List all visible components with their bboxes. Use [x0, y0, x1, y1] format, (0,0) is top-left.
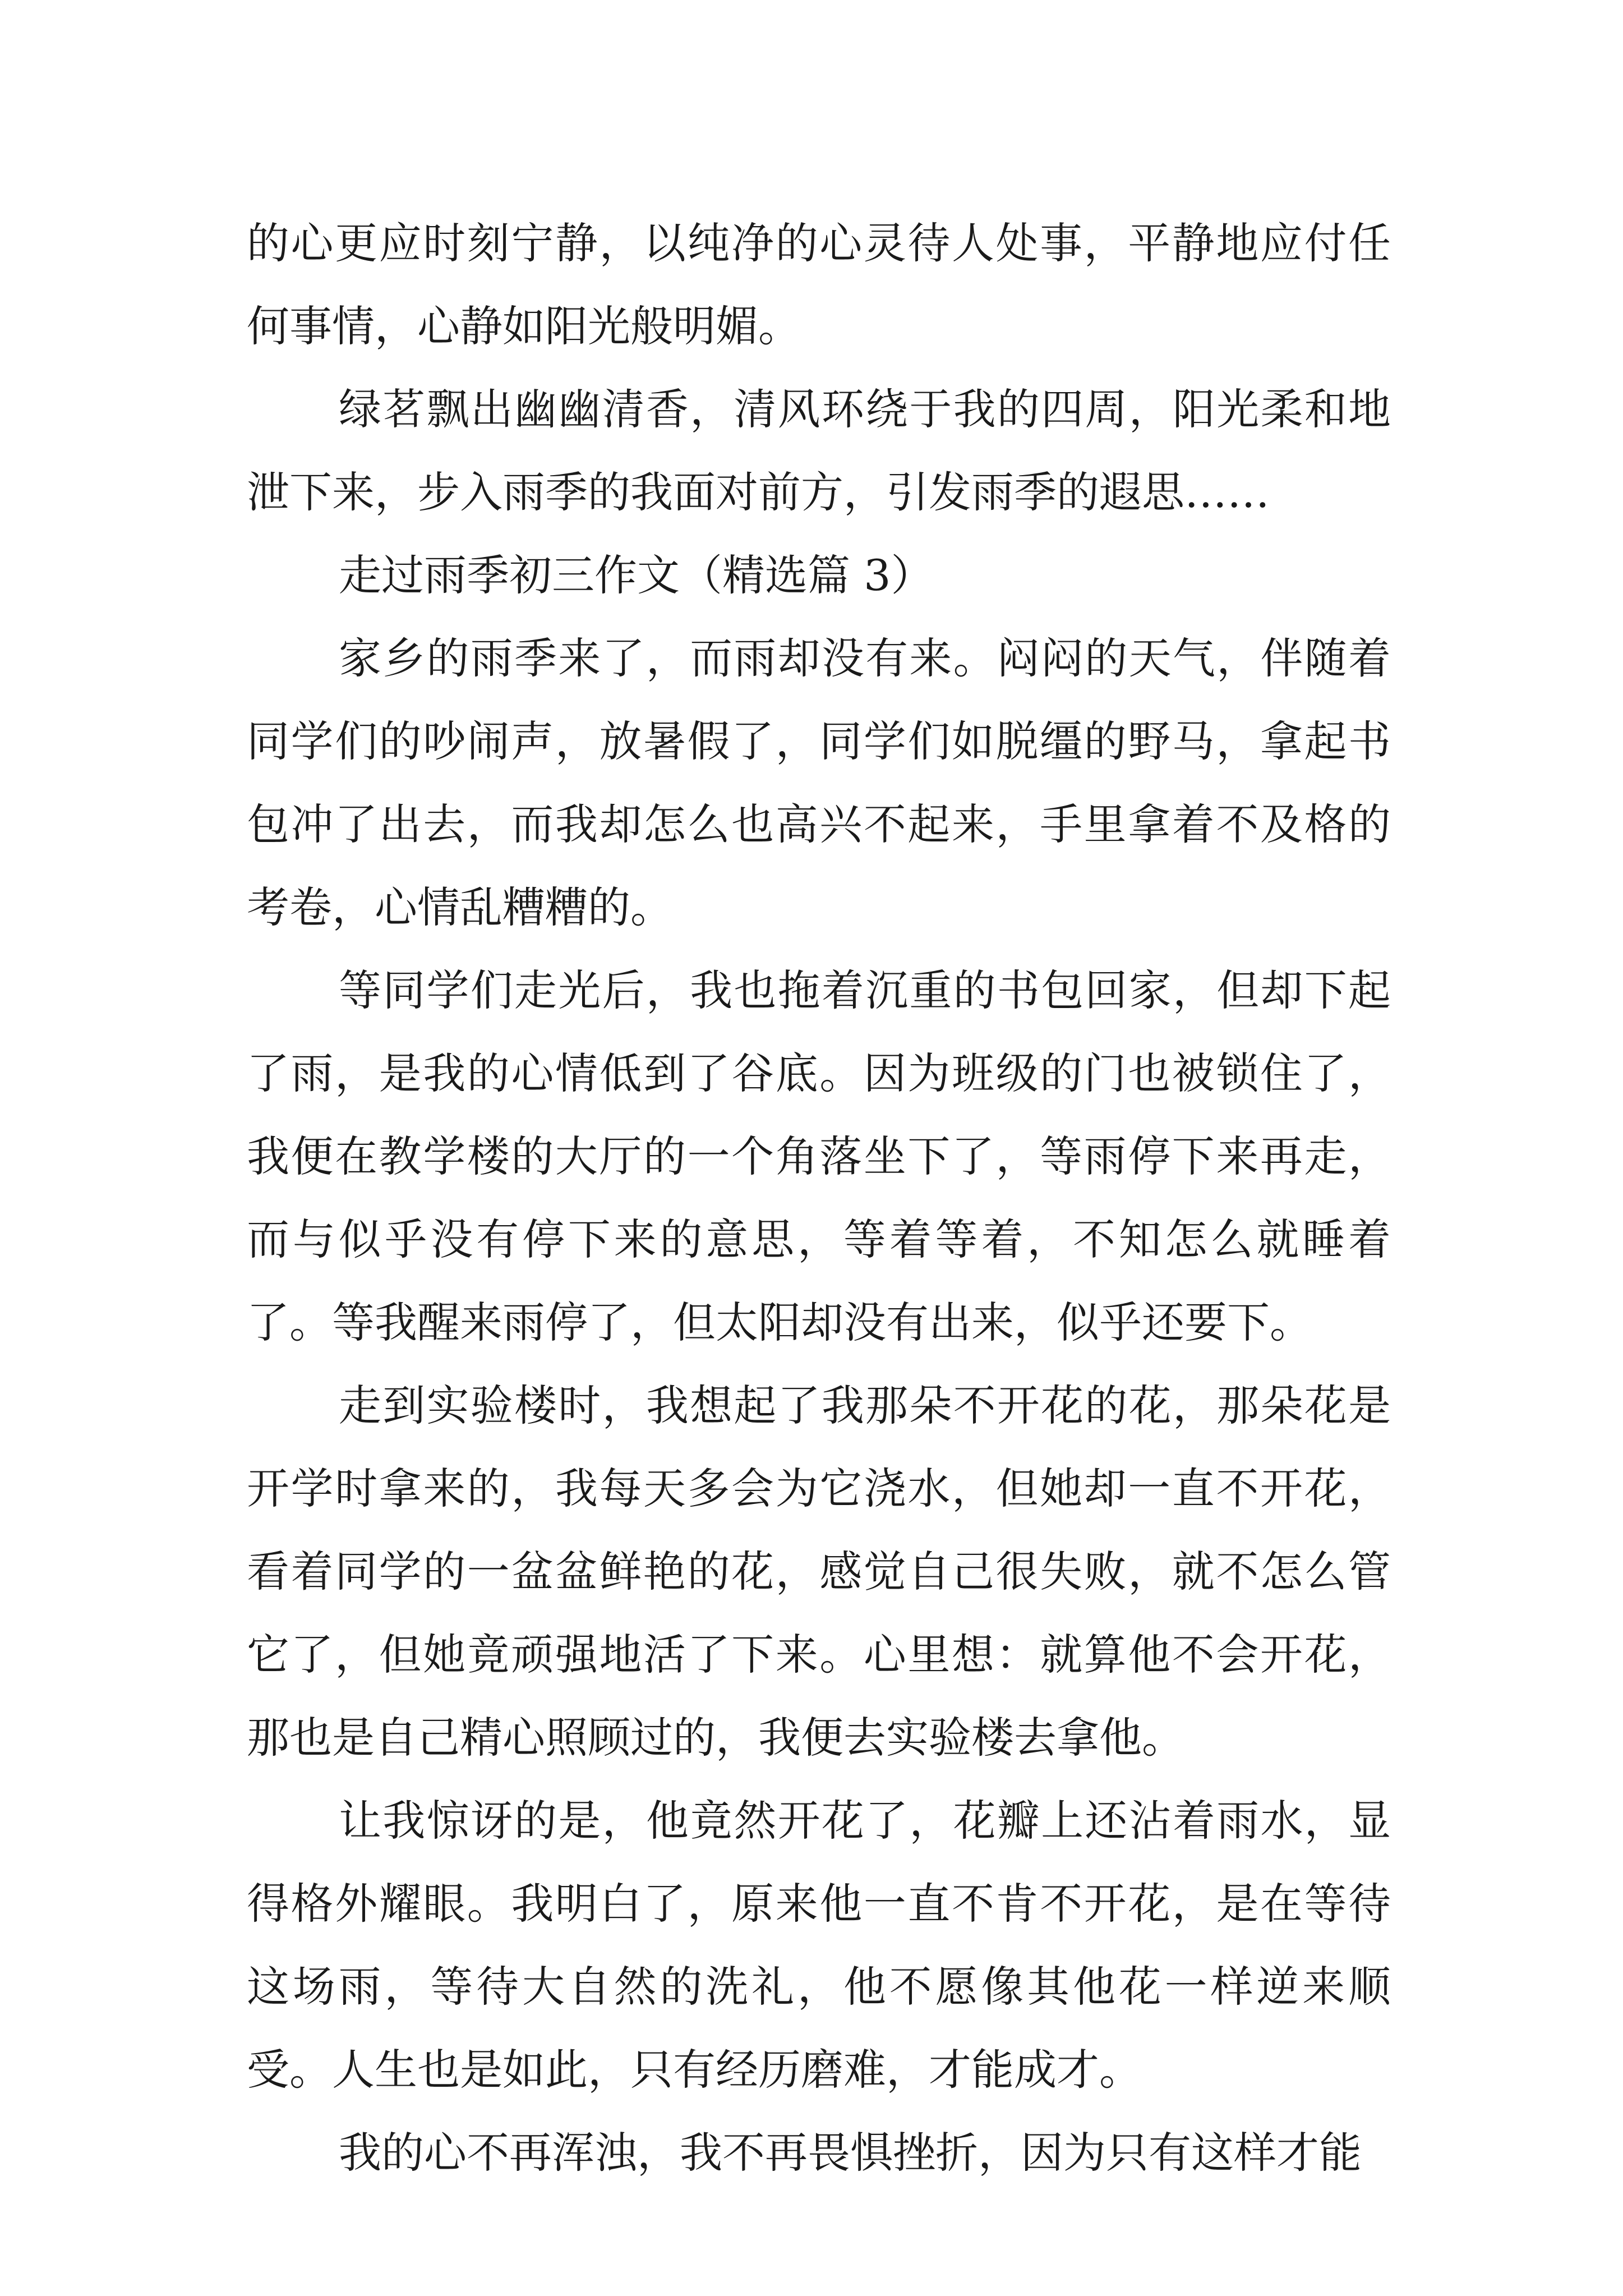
paragraph: 等同学们走光后，我也拖着沉重的书包回家，但却下起了雨，是我的心情低到了谷底。因为班级的门也被锁住了，我便在教学楼的大厅的一个角落坐下了，等雨停下来再走，而与似乎没有停下来的意思，等着等着，不知怎么就睡着了。等我醒来雨停了，但太阳却没有出来，似乎还要下。 — [247, 965, 1391, 1347]
paragraph: 走到实验楼时，我想起了我那朵不开花的花，那朵花是开学时拿来的，我每天多会为它浇水，但她却一直不开花，看着同学的一盆盆鲜艳的花，感觉自己很失败，就不怎么管它了，但她竟顽强地活了下来。心里想：就算他不会开花，那也是自己精心照顾过的，我便去实验楼去拿他。 — [247, 1381, 1391, 1763]
section-heading: 走过雨季初三作文（精选篇 3） — [339, 550, 934, 600]
paragraph-continuation: 的心更应时刻宁静，以纯净的心灵待人处事，平静地应付任何事情，心静如阳光般明媚。 — [247, 218, 1391, 351]
paragraph: 家乡的雨季来了，而雨却没有来。闷闷的天气，伴随着同学们的吵闹声，放暑假了，同学们如脱缰的野马，拿起书包冲了出去，而我却怎么也高兴不起来，手里拿着不及格的考卷，心情乱糟糟的。 — [247, 633, 1391, 932]
paragraph: 我的心不再浑浊，我不再畏惧挫折，因为只有这样才能 — [339, 2128, 1362, 2178]
paragraph: 绿茗飘出幽幽清香，清风环绕于我的四周，阳光柔和地泄下来，步入雨季的我面对前方，引发雨季的遐思…… — [247, 384, 1391, 517]
paragraph: 让我惊讶的是，他竟然开花了，花瓣上还沾着雨水，显得格外耀眼。我明白了，原来他一直不肯不开花，是在等待这场雨，等待大自然的洗礼，他不愿像其他花一样逆来顺受。人生也是如此，只有经历磨难，才能成才。 — [247, 1796, 1391, 2095]
essay-body — [247, 202, 1391, 2194]
